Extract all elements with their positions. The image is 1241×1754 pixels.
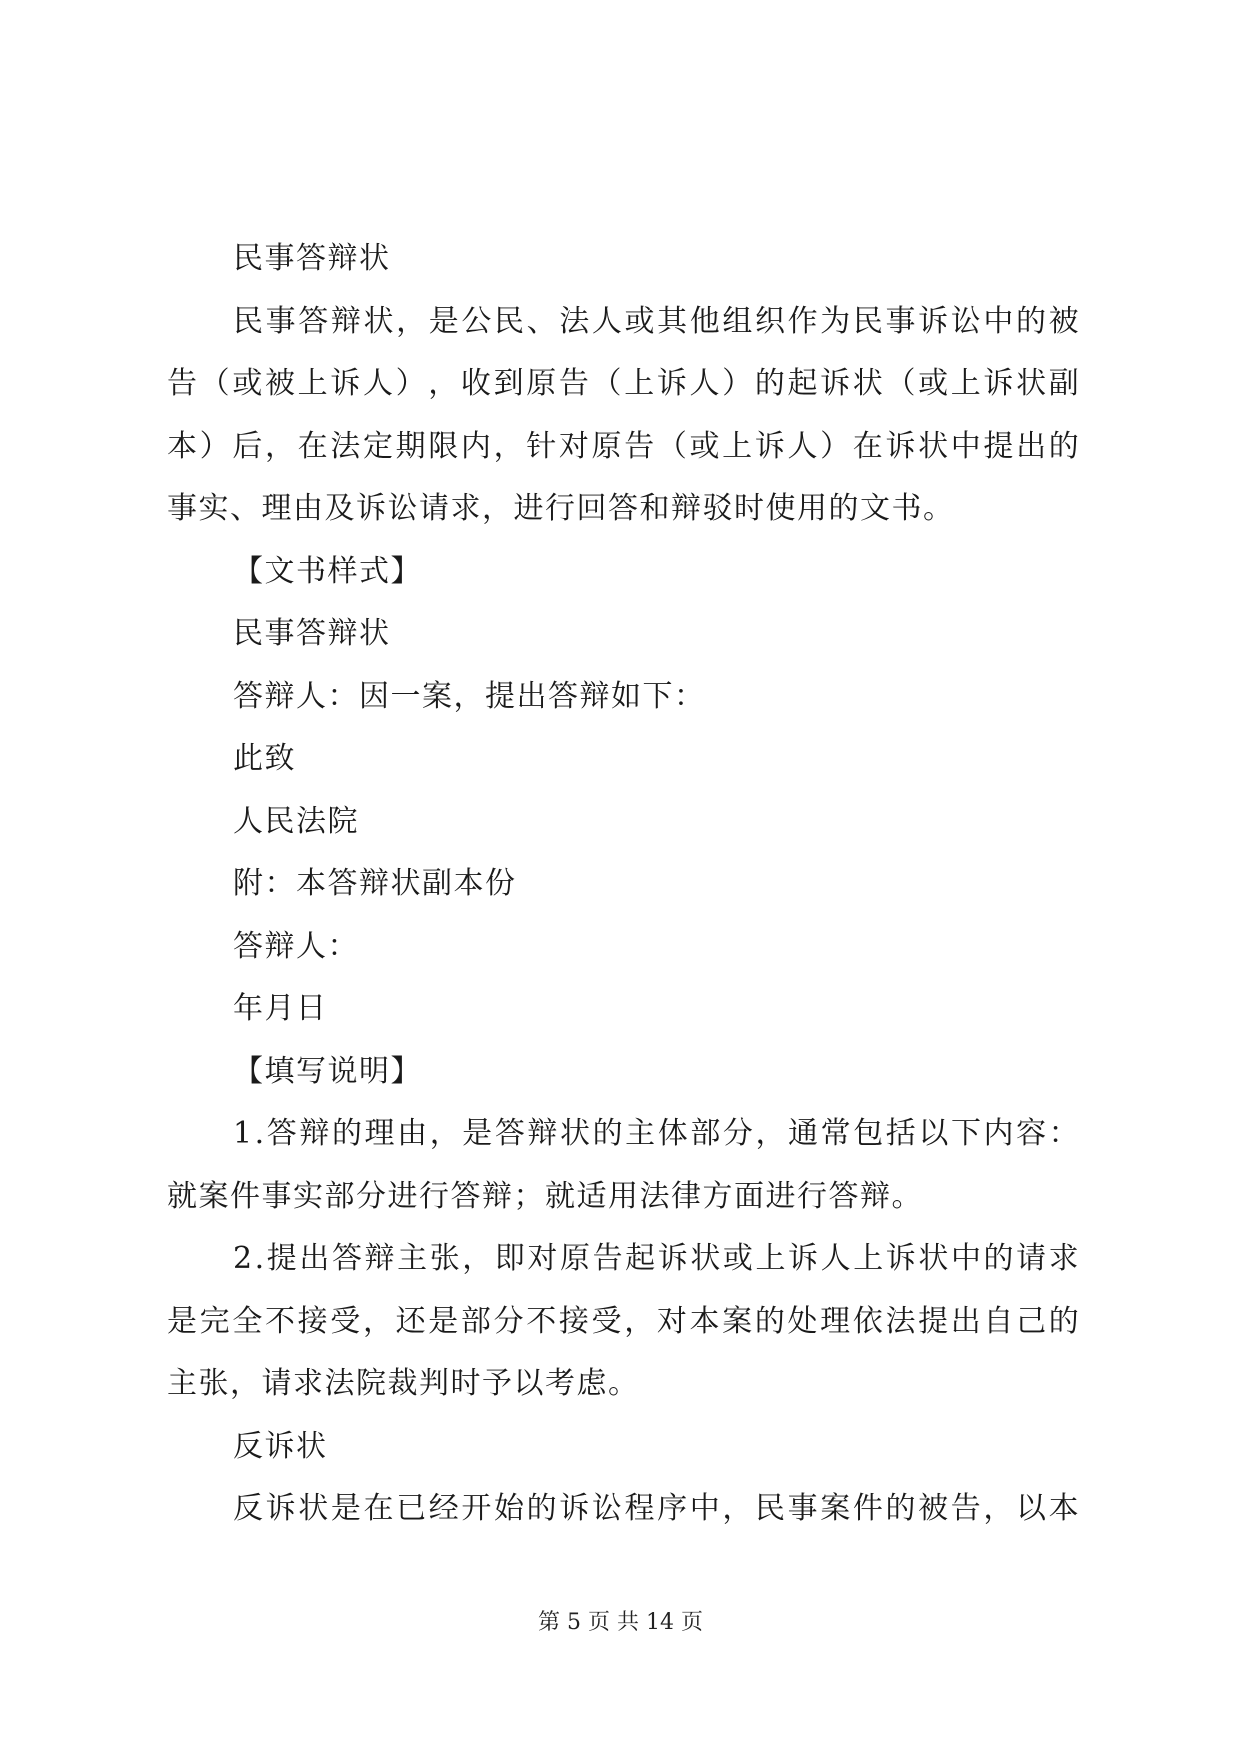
text-line: 事实、理由及诉讼请求，进行回答和辩驳时使用的文书。 [167,491,955,526]
text-line: 2 . 提 出 答 辩 主 张 ， 即 对 原 告 起 诉 状 或 上 诉 人 上 诉 状 中 的 请 求 [233,1241,1079,1276]
text-line: 人民法院 [233,803,359,839]
text-line: 民事答辩状 [233,241,391,276]
text-line: 附：本答辩状副本份 [233,866,517,901]
text-line: 是 完 全 不 接 受 ， 还 是 部 分 不 接 受 ， 对 本 案 的 处 理 依 法 提 出 自 己 的 [167,1303,1079,1339]
text-line: 主张，请求法院裁判时予以考虑。 [167,1366,640,1401]
text-line: 【文书样式】 [233,553,422,589]
text-line: 民 事 答 辩 状 ， 是 公 民 、 法 人 或 其 他 组 织 作 为 民 事 诉 讼 中 的 被 [233,303,1079,339]
text-line: 民事答辩状 [233,616,391,651]
text-line: 年月日 [233,991,328,1026]
page-footer: 第 5 页 共 14 页 [538,1610,703,1635]
text-line: 1 . 答 辩 的 理 由 ， 是 答 辩 状 的 主 体 部 分 ， 通 常 包 括 以 下 内 容 ： [233,1116,1079,1151]
text-line: 答辩人： [233,928,359,964]
text-line: 告 （ 或 被 上 诉 人 ） ， 收 到 原 告 （ 上 诉 人 ） 的 起 诉 状 （ 或 上 诉 状 副 [167,366,1079,401]
text-line: 反诉状 [233,1428,328,1464]
text-line: 反 诉 状 是 在 已 经 开 始 的 诉 讼 程 序 中 ， 民 事 案 件 的 被 告 ， 以 本 [233,1491,1079,1526]
text-line: 本 ） 后 ， 在 法 定 期 限 内 ， 针 对 原 告 （ 或 上 诉 人 ） 在 诉 状 中 提 出 的 [167,428,1079,464]
text-line: 此致 [233,741,296,776]
text-line: 【填写说明】 [233,1053,422,1089]
document-body [167,228,1079,1541]
text-line: 答辩人：因一案，提出答辩如下： [233,678,706,714]
text-line: 就案件事实部分进行答辩；就适用法律方面进行答辩。 [167,1178,923,1214]
